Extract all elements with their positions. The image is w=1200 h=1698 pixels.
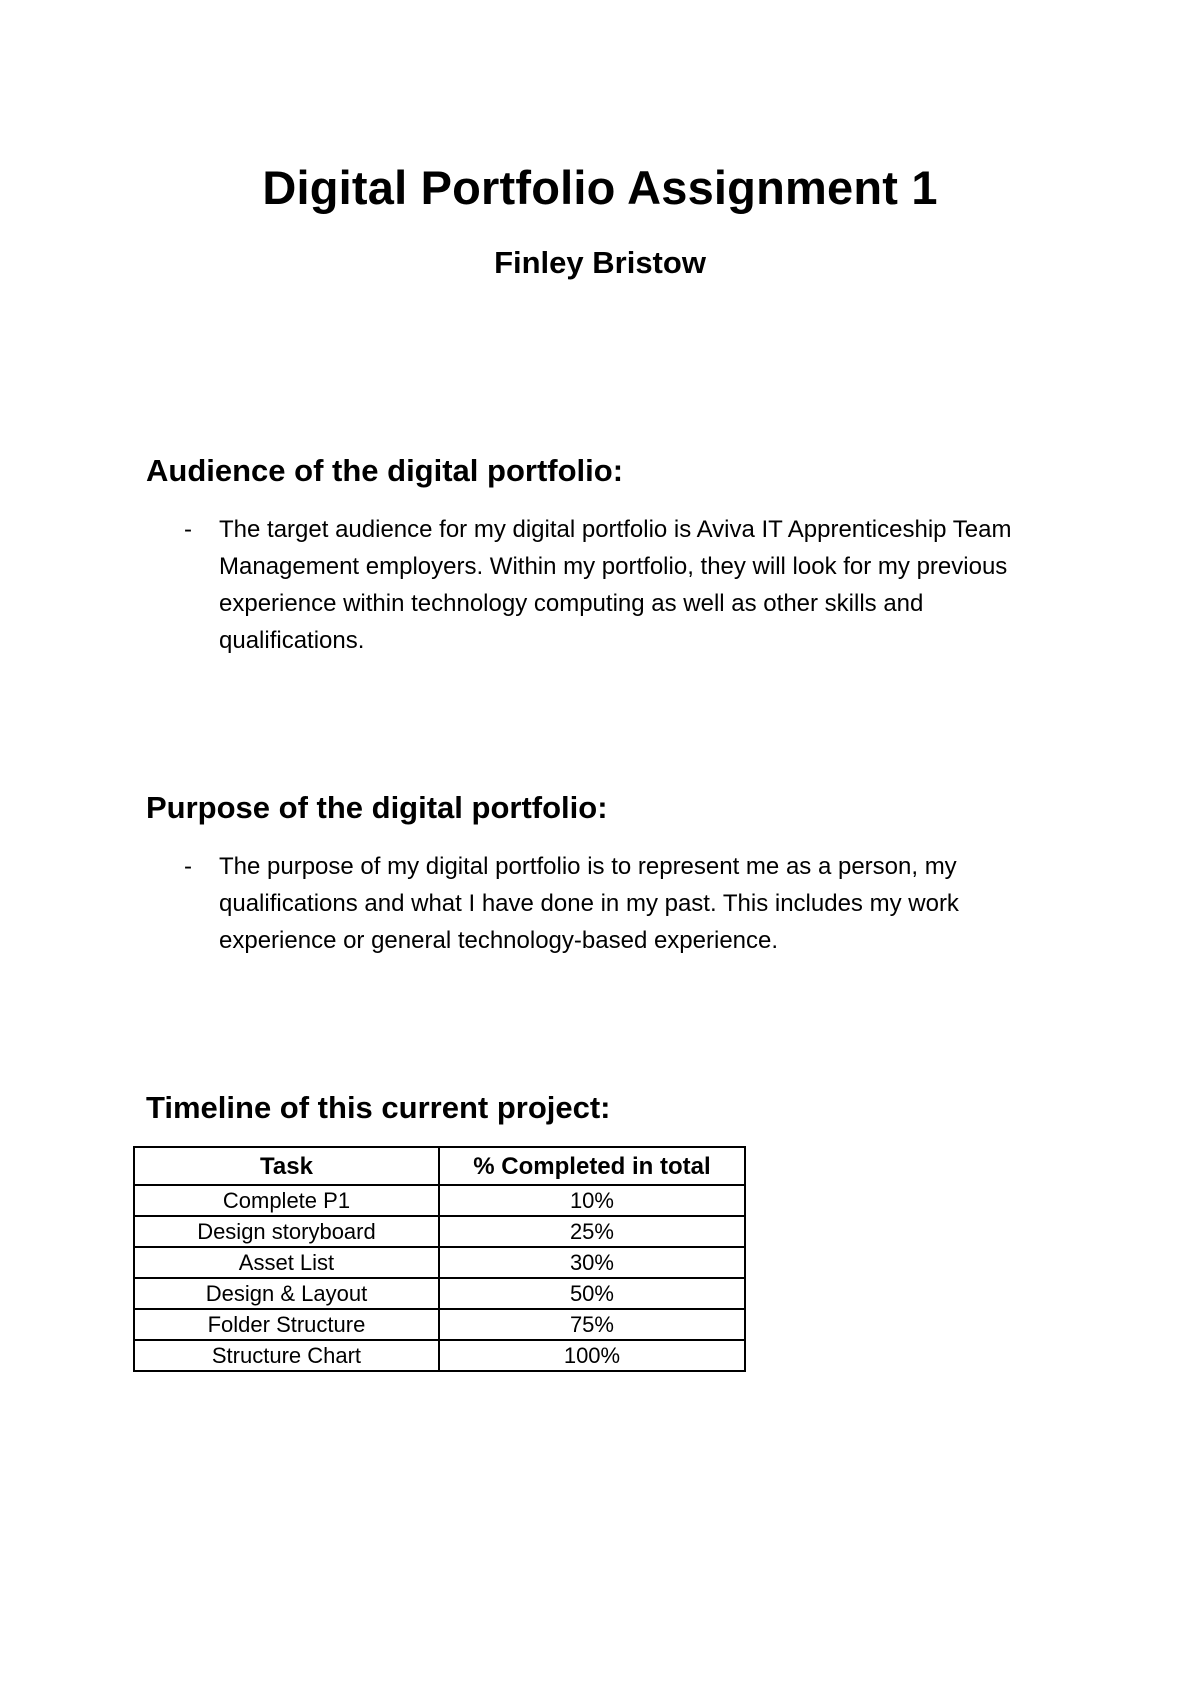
audience-bullet bbox=[184, 511, 1054, 659]
completed-cell: 10% bbox=[439, 1185, 745, 1216]
purpose-text: The purpose of my digital portfolio is to represent me as a person, my qualifications and what I have done in my past. This includes my work experience or general technology-based experience. bbox=[219, 853, 959, 954]
task-cell: Asset List bbox=[134, 1247, 439, 1278]
bullet-dash: - bbox=[184, 853, 192, 880]
task-cell: Structure Chart bbox=[134, 1340, 439, 1371]
audience-heading: Audience of the digital portfolio: bbox=[146, 453, 624, 488]
timeline-table bbox=[133, 1146, 746, 1372]
table-row bbox=[134, 1309, 745, 1340]
purpose-heading: Purpose of the digital portfolio: bbox=[146, 790, 608, 825]
table-row bbox=[134, 1216, 745, 1247]
completed-cell: 25% bbox=[439, 1216, 745, 1247]
task-cell: Design storyboard bbox=[134, 1216, 439, 1247]
document-author: Finley Bristow bbox=[494, 245, 706, 280]
completed-cell: 100% bbox=[439, 1340, 745, 1371]
completed-cell: 75% bbox=[439, 1309, 745, 1340]
column-header-completed: % Completed in total bbox=[439, 1147, 745, 1185]
task-cell: Complete P1 bbox=[134, 1185, 439, 1216]
audience-text: The target audience for my digital portfolio is Aviva IT Apprenticeship Team Management employers. Within my portfolio, they will look for my previous experience within technology computing as well as other skills and qualifications. bbox=[219, 516, 1012, 654]
completed-cell: 50% bbox=[439, 1278, 745, 1309]
purpose-bullet bbox=[184, 848, 1054, 959]
table-row bbox=[134, 1278, 745, 1309]
bullet-dash: - bbox=[184, 516, 192, 543]
table-row bbox=[134, 1185, 745, 1216]
task-cell: Folder Structure bbox=[134, 1309, 439, 1340]
table-row bbox=[134, 1340, 745, 1371]
task-cell: Design & Layout bbox=[134, 1278, 439, 1309]
table-header-row bbox=[134, 1147, 745, 1185]
column-header-task: Task bbox=[134, 1147, 439, 1185]
timeline-heading: Timeline of this current project: bbox=[146, 1090, 611, 1125]
document-title: Digital Portfolio Assignment 1 bbox=[262, 161, 938, 214]
completed-cell: 30% bbox=[439, 1247, 745, 1278]
table-row bbox=[134, 1247, 745, 1278]
